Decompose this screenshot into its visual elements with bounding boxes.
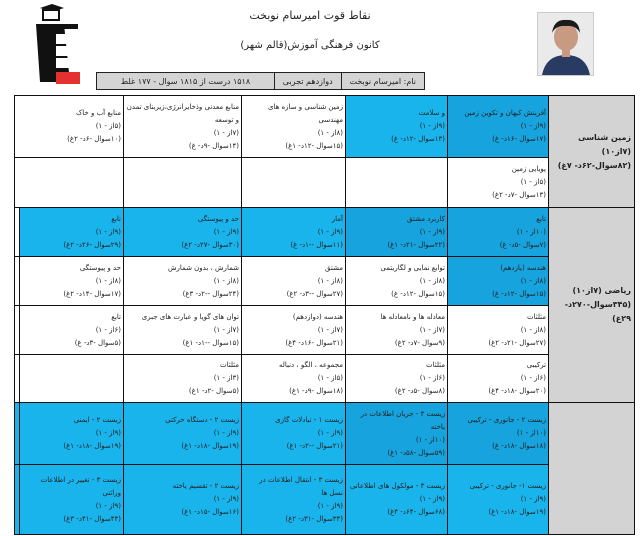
topic-cell [448,257,549,306]
topic-cell [346,306,448,355]
topic-title: زیست ۲ - ایمنی [73,416,121,424]
topic-title: تابع [111,214,121,223]
topic-title: ترکیبی [526,361,546,369]
topic-cell [448,403,549,465]
topic-title: زیست ۳ - جریان اطلاعات در یاخته [360,409,445,431]
topic-cell [346,403,448,465]
topic-stats: (۱۹سوال -۱۸د- ۱غ) [488,508,546,516]
topic-title: هندسه (یازدهم) [500,263,546,272]
topic-rank: (۹از - ۱) [317,227,343,236]
subject-stats: (۸۲سوال-۶۲د- ۷غ) [557,160,631,170]
topic-title: زیست ۱ - تبادلات گازی [275,416,343,424]
topic-title: زیست ۲ - جانوری - ترکیبی [467,416,546,424]
topic-cell [20,403,124,465]
empty-cell [15,465,20,535]
topic-cell [242,208,346,257]
empty-cell [15,306,20,355]
topic-rank: (۱۰از - ۱) [516,429,546,437]
empty-cell [242,158,346,208]
topic-rank: (۹از - ۱) [419,122,445,130]
topic-stats: (۵۹سوال -۵۸د- ۱غ) [387,448,445,457]
topic-title: آمار [331,214,343,223]
topic-stats: (۲۰سوال -۱۸د- ۴غ) [488,387,546,395]
empty-cell [15,257,20,306]
report-header [0,0,643,92]
topic-stats: (۲۲سوال -۲۱د- ۱غ) [387,240,445,249]
topic-title: تابع [536,214,546,223]
topic-cell [124,403,242,465]
topic-stats: (۱۸سوال -۹د- ۱غ) [289,387,343,395]
empty-cell [346,158,448,208]
table-row [15,403,635,465]
table-row [15,306,635,355]
topic-stats: (۱۱سوال --۱د- غ) [290,240,343,249]
topic-rank: (۷از - ۱) [419,325,445,334]
topic-stats: (۳۰سوال -۲۷د- ۲غ) [181,240,239,249]
student-photo [537,12,594,76]
topic-stats: (۲۷سوال --۳د- ۲غ) [286,289,343,298]
topic-cell [15,96,124,158]
topic-stats: (۱۵سوال --۱د- ۱غ) [182,338,239,347]
topic-title: توابع نمایی و لگاریتمی [380,263,445,272]
topic-title: شمارش ، بدون شمارش [167,263,239,272]
topic-title: حد و پیوستگی [197,214,239,223]
topic-rank: (۹از - ۱) [213,227,239,236]
topic-cell [448,306,549,355]
student-grade: دوازدهم تجربی [274,73,341,89]
topic-stats: (۱۳سوال -۷د- ۲غ) [492,191,546,199]
topic-cell [242,403,346,465]
empty-cell [20,355,124,403]
topic-cell [124,306,242,355]
topic-title: کاربرد مشتق [407,214,445,223]
topic-rank: (۸از - ۱) [520,276,546,285]
student-info-bar [96,72,425,90]
topic-title: توان های گویا و عبارت های جبری [141,312,239,321]
topic-cell [346,208,448,257]
topic-stats: (۱۰سوال -۶د- ۲غ) [67,135,121,143]
table-row [15,465,635,535]
topic-title: زیست ۲ - دستگاه حرکتی [165,416,239,424]
topic-title: تابع [111,312,121,321]
topic-cell [448,355,549,403]
topic-stats: (۵سوال -۳د- غ) [74,338,121,347]
page-title: نقاط قوت امیرسام نوبخت [249,9,371,22]
empty-cell [15,355,20,403]
topic-stats: (۱۵سوال -۱۲د- غ) [492,289,546,298]
topic-rank: (۹از - ۱) [317,429,343,437]
topic-title: معادله ها و نامعادله ها [380,312,445,321]
topic-title: منابع معدنی وذخایرانرژی،زیربنای تمدن و توسعه [126,102,239,124]
topic-cell [242,257,346,306]
topic-title: منابع آب و خاک [76,109,121,117]
table-row [15,96,635,158]
topic-title: زیست ۱- جانوری - ترکیبی [469,482,546,490]
topic-title: هندسه (دوازدهم) [292,312,343,321]
topic-rank: (۸از - ۱) [213,276,239,285]
topic-title: زیست ۲ - تقسیم یاخته [172,482,239,490]
topic-rank: (۵از - ۱) [520,178,546,186]
topic-cell [20,465,124,535]
topic-rank: (۶از - ۱) [520,374,546,382]
topic-cell [20,208,124,257]
topic-rank: (۸از - ۱) [419,276,445,285]
topic-cell [242,96,346,158]
subject-name: ریاضی (۷از۱۰) [572,286,631,295]
topic-cell [242,306,346,355]
topic-stats: (۴۴سوال -۴۱د- ۳غ) [63,514,121,523]
topic-rank: (۹از - ۱) [419,227,445,236]
topic-rank: (۸از - ۱) [317,128,343,137]
topic-rank: (۷از - ۱) [317,325,343,334]
topic-cell [242,465,346,535]
topic-stats: (۳۳سوال -۳۱د- ۲غ) [285,514,343,523]
topic-stats: (۶۸سوال -۶۴د- ۴غ) [387,508,445,516]
topic-rank: (۹از - ۱) [95,429,121,437]
topic-stats: (۱۹سوال -۱۸د- ۱غ) [181,442,239,450]
topic-title: آفرینش کیهان و تکوین زمین [464,109,546,117]
topic-rank: (۹از - ۱) [317,501,343,510]
table-row [15,158,635,208]
topic-stats: (۲۴سوال --۲د- ۳غ) [182,289,239,298]
topic-cell [20,257,124,306]
topic-rank: (۹از - ۱) [95,227,121,236]
topic-title: و سلامت [418,109,445,117]
subject-header [549,96,635,208]
topic-rank: (۸از - ۱) [520,325,546,334]
topic-cell [20,306,124,355]
topic-rank: (۷از - ۱) [213,128,239,137]
kanoon-logo [32,2,82,88]
topic-stats: (۵سوال -۲د- ۱غ) [188,387,239,395]
topic-title: پویایی زمین [511,165,546,173]
topic-cell [124,96,242,158]
topic-rank: (۹از - ۱) [520,495,546,503]
topic-rank: (۷از - ۱) [213,325,239,334]
topic-rank: (۸از - ۱) [317,276,343,285]
topic-stats: (۱۳سوال -۱۲د- غ) [391,135,445,143]
subject-header [549,208,635,403]
topic-stats: (۱۵سوال -۱۲د- ۱غ) [285,141,343,150]
topic-rank: (۳از - ۱) [213,374,239,382]
subject-header [549,403,635,535]
topic-stats: (۱۷سوال -۱۶د- غ) [492,135,546,143]
topic-rank: (۹از - ۱) [95,501,121,510]
topic-stats: (۱۷سوال -۱۴د- ۲غ) [63,289,121,298]
empty-cell [124,158,242,208]
topic-cell [124,208,242,257]
topic-stats: (۱۸سوال -۱۸د- غ) [492,442,546,450]
topic-cell [346,257,448,306]
topic-title: مشتق [325,263,343,272]
topic-title: زیست ۳ - مولکول های اطلاعاتی [349,482,445,490]
topic-title: حد و پیوستگی [79,263,121,272]
topic-stats: (۱۹سوال -۱۸د- ۱غ) [63,442,121,450]
topic-stats: (۸سوال -۵د- ۲غ) [394,387,445,395]
empty-cell [15,403,20,465]
topic-cell [346,355,448,403]
topic-stats: (۲۹سوال -۲۶د- ۲غ) [63,240,121,249]
topic-stats: (۲۷سوال -۲۱د- ۲غ) [488,338,546,347]
topic-cell [242,355,346,403]
topic-title: مثلثات [526,312,546,321]
topic-rank: (۱۰از - ۱) [415,435,445,444]
topic-title: مثلثات [425,361,445,369]
topic-title: زیست ۳ - تغییر در اطلاعات وراثتی [40,475,121,497]
topic-cell [124,355,242,403]
empty-cell [15,208,20,257]
topic-cell [448,465,549,535]
topic-rank: (۶از - ۱) [419,374,445,382]
topic-cell [448,158,549,208]
subject-name: زمین شناسی (۷از۱۰) [578,132,631,156]
portrait-icon [538,13,593,75]
topic-rank: (۶از - ۱) [95,325,121,334]
page-subtitle: کانون فرهنگی آموزش(قالم شهر) [240,40,380,51]
topic-stats: (۱۴سوال -۹د- غ) [188,141,239,150]
topic-cell [448,208,549,257]
topic-cell [124,257,242,306]
topic-cell [124,465,242,535]
topic-rank: (۱۰از - ۱) [516,227,546,236]
topic-title: زیست ۳ - انتقال اطلاعات در نسل ها [259,475,343,497]
table-row [15,257,635,306]
topic-rank: (۸از - ۱) [95,276,121,285]
student-score: ۱۵۱۸ درست از ۱۸۱۵ سوال - ۱۷۷ غلط [120,76,251,86]
topic-cell [448,96,549,158]
topic-title: مثلثات [219,361,239,369]
topic-stats: (۷سوال -۵د- غ) [499,240,546,249]
subject-stats: (۳۴۵سوال-۲۷۰د- ۲۹غ) [564,300,631,323]
topic-rank: (۹از - ۱) [520,122,546,130]
table-row [15,355,635,403]
topic-stats: (۱۶سوال -۱۵د- ۱غ) [181,508,239,516]
topic-title: مجموعه ، الگو ، دنباله [278,361,343,369]
student-name: نام: امیرسام نوبخت [341,73,425,89]
graduate-logo-icon [32,2,82,88]
topic-title: زمین شناسی و سازه های مهندسی [267,102,343,124]
topic-rank: (۹از - ۱) [213,429,239,437]
topic-rank: (۹از - ۱) [213,495,239,503]
topic-stats: (۲۱سوال --۲د- ۱غ) [286,442,343,450]
topic-stats: (۱۵سوال -۱۲د- غ) [391,289,445,298]
topic-rank: (۵از - ۱) [95,122,121,130]
topic-stats: (۲۱سوال -۱۶د- ۴غ) [285,338,343,347]
topic-cell [346,465,448,535]
topic-rank: (۵از - ۱) [317,374,343,382]
topic-cell [346,96,448,158]
table-row [15,208,635,257]
strengths-table [14,95,635,535]
empty-cell [15,158,124,208]
topic-rank: (۹از - ۱) [419,495,445,503]
topic-stats: (۹سوال -۷د- ۲غ) [394,338,445,347]
